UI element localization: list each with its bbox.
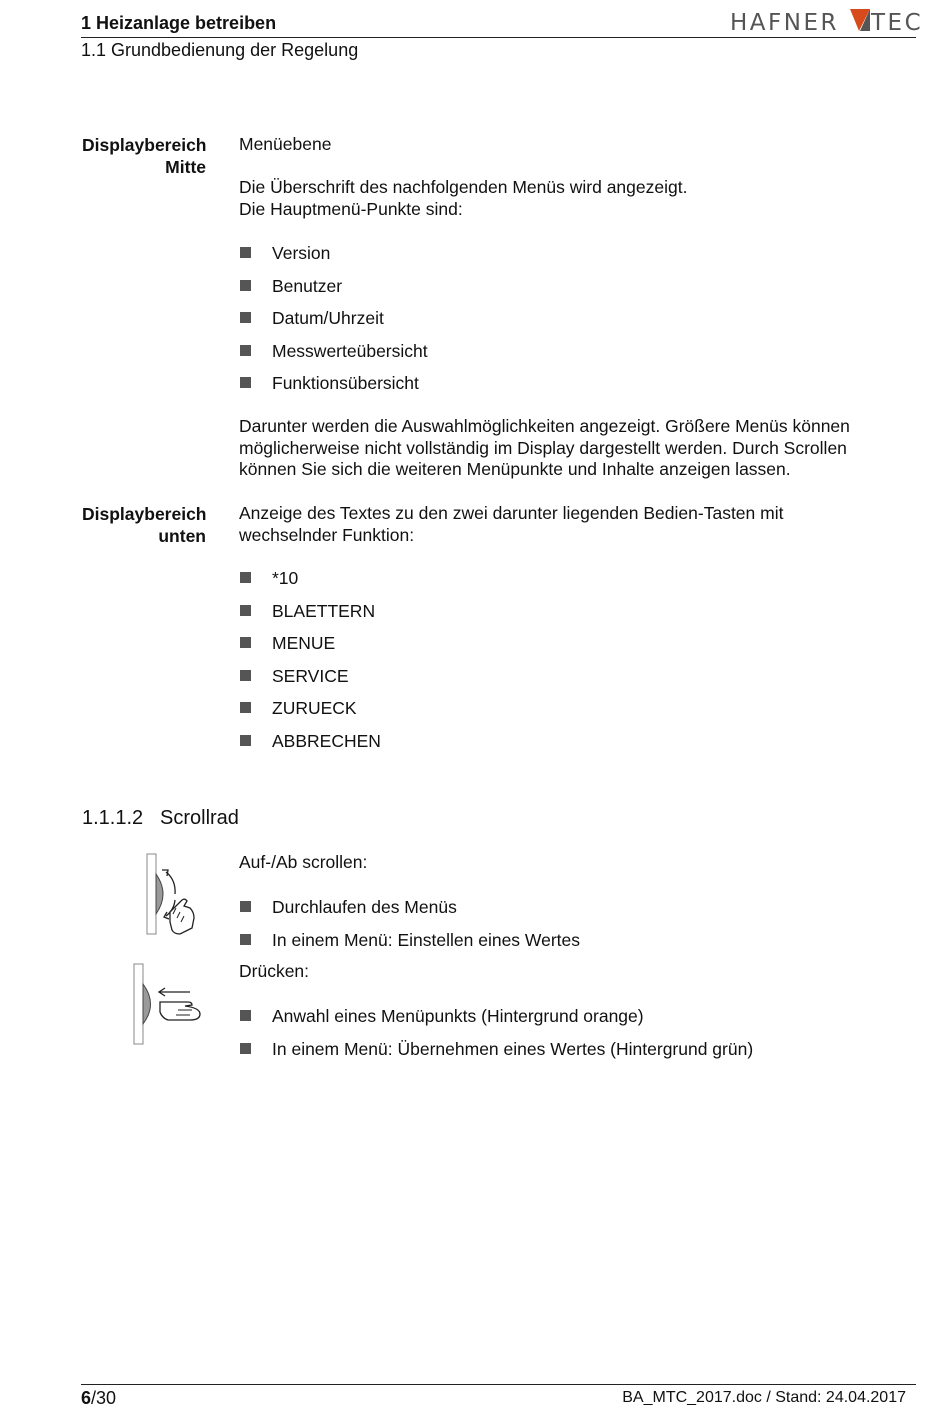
list-item: *10 bbox=[239, 567, 381, 600]
list-item: Messwerteübersicht bbox=[239, 340, 428, 373]
bullet-square-icon bbox=[240, 735, 251, 746]
document-info: BA_MTC_2017.doc / Stand: 24.04.2017 bbox=[622, 1389, 906, 1406]
bullet-square-icon bbox=[240, 377, 251, 388]
bullet-square-icon bbox=[240, 1010, 251, 1021]
list-item: In einem Menü: Einstellen eines Wertes bbox=[239, 929, 580, 962]
section-title: 1.1 Grundbedienung der Regelung bbox=[81, 40, 359, 60]
softkey-function-list bbox=[239, 567, 381, 763]
bullet-square-icon bbox=[240, 702, 251, 713]
list-item: In einem Menü: Übernehmen eines Wertes (Hintergrund grün) bbox=[239, 1038, 753, 1071]
label-display-mid: Displaybereich Mitte bbox=[82, 135, 207, 177]
display-mid-description: Darunter werden die Auswahlmöglichkeiten angezeigt. Größere Menüs können möglicherweise nicht vollständig im Display dargestellt werden. Durch Scrollen können Sie sich die weiteren Menüpunkte und Inhalte anzeigen lassen. bbox=[239, 416, 850, 479]
display-bottom-intro: Anzeige des Textes zu den zwei darunter liegenden Bedien-Tasten mit wechselnder Funktion: bbox=[239, 503, 784, 545]
chapter-title: 1 Heizanlage betreiben bbox=[81, 13, 277, 33]
footer-divider bbox=[81, 1384, 916, 1385]
list-item: Datum/Uhrzeit bbox=[239, 307, 428, 340]
list-item: Anwahl eines Menüpunkts (Hintergrund orange) bbox=[239, 1005, 753, 1038]
bullet-square-icon bbox=[240, 247, 251, 258]
bullet-square-icon bbox=[240, 345, 251, 356]
bullet-square-icon bbox=[240, 901, 251, 912]
hafnertec-logo bbox=[728, 3, 924, 37]
subsection-heading: 1.1.1.2 Scrollrad bbox=[82, 807, 239, 829]
bullet-square-icon bbox=[240, 312, 251, 323]
scroll-wheel-rotate-icon bbox=[140, 850, 210, 940]
label-display-bottom: Displaybereich unten bbox=[82, 504, 207, 546]
svg-text:HAFNER: HAFNER bbox=[730, 10, 839, 36]
page-number: 6/30 bbox=[81, 1388, 117, 1408]
bullet-square-icon bbox=[240, 605, 251, 616]
display-mid-intro: Die Überschrift des nachfolgenden Menüs wird angezeigt. Die Hauptmenü-Punkte sind: bbox=[239, 177, 688, 219]
list-item: Version bbox=[239, 242, 428, 275]
bullet-square-icon bbox=[240, 280, 251, 291]
list-item: Benutzer bbox=[239, 275, 428, 308]
main-menu-list bbox=[239, 242, 428, 405]
svg-text:TEC: TEC bbox=[871, 10, 924, 36]
scroll-wheel-press-icon bbox=[130, 960, 210, 1050]
bullet-square-icon bbox=[240, 934, 251, 945]
header-divider bbox=[81, 37, 916, 38]
list-item: MENUE bbox=[239, 632, 381, 665]
list-item: Funktionsübersicht bbox=[239, 372, 428, 405]
bullet-square-icon bbox=[240, 637, 251, 648]
list-item: Durchlaufen des Menüs bbox=[239, 896, 580, 929]
bullet-square-icon bbox=[240, 670, 251, 681]
scroll-intro: Auf-/Ab scrollen: bbox=[239, 852, 368, 872]
scroll-action-list bbox=[239, 896, 580, 961]
list-item: ABBRECHEN bbox=[239, 730, 381, 763]
list-item: SERVICE bbox=[239, 665, 381, 698]
press-intro: Drücken: bbox=[239, 961, 310, 981]
list-item: BLAETTERN bbox=[239, 600, 381, 633]
list-item: ZURUECK bbox=[239, 697, 381, 730]
bullet-square-icon bbox=[240, 1043, 251, 1054]
bullet-square-icon bbox=[240, 572, 251, 583]
menu-level-title: Menüebene bbox=[239, 134, 332, 154]
press-action-list bbox=[239, 1005, 753, 1070]
